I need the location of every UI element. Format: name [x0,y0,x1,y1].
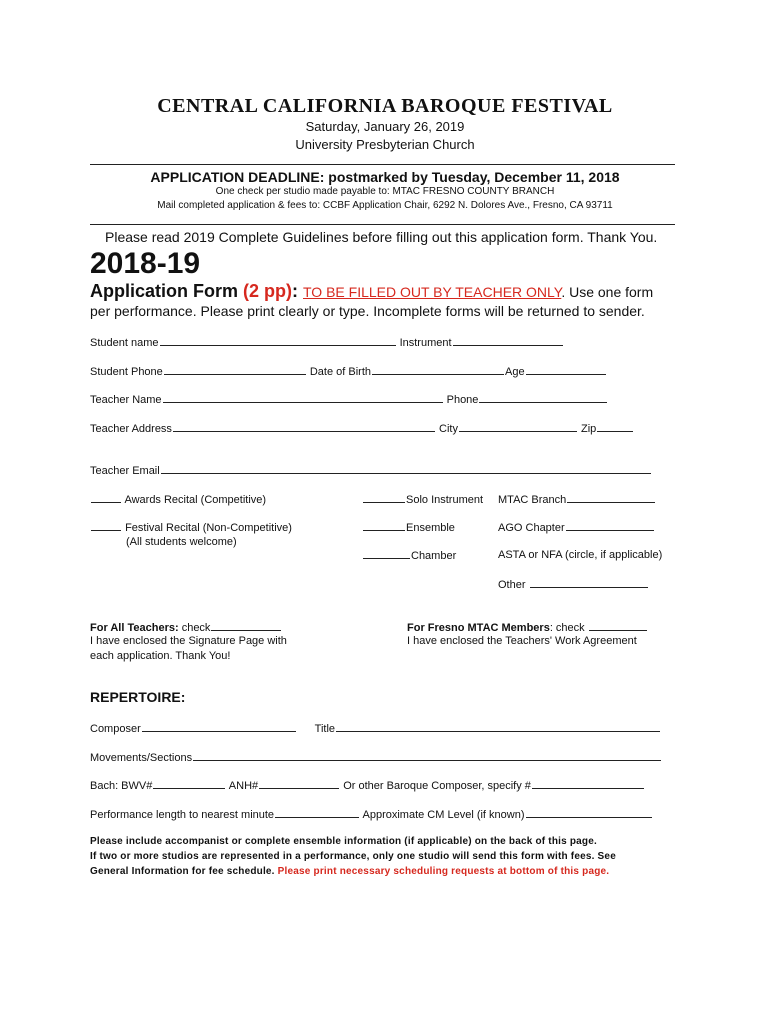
length-row [90,808,653,821]
student-name-field[interactable] [160,336,396,346]
solo-label: Solo Instrument [406,494,484,506]
solo-blank[interactable] [363,493,405,503]
signature-page-text: I have enclosed the Signature Page with [90,635,287,647]
solo-option [362,493,483,506]
thank-you-text: each application. Thank You! [90,650,231,662]
composer-title-row [90,722,661,735]
instrument-field[interactable] [453,336,563,346]
divider-bottom [90,224,675,225]
dob-label: Date of Birth [309,366,371,378]
mtac-branch-option [498,493,656,506]
bwv-label: Bach: BWV# [90,780,153,792]
student-phone-field[interactable] [164,365,306,375]
chamber-label: Chamber [411,550,457,562]
phone-field[interactable] [479,393,607,403]
studios-note: If two or more studios are represented in a performance, only one studio will send this form with fees. See [90,851,616,862]
other-field[interactable] [530,578,648,588]
fee-schedule-note [90,866,609,877]
ensemble-blank[interactable] [363,521,405,531]
age-label: Age [505,366,525,378]
form-heading [90,281,653,302]
divider-top [90,164,675,165]
title-label: Title [314,723,336,735]
teacher-email-field[interactable] [161,464,651,474]
composer-field[interactable] [142,722,296,732]
bwv-field[interactable] [153,779,225,789]
student-phone-label: Student Phone [90,366,163,378]
mtac-branch-field[interactable] [567,493,655,503]
awards-recital-label: Awards Recital (Competitive) [124,494,267,506]
length-field[interactable] [275,808,359,818]
festival-recital-option [90,521,292,534]
page-count: (2 pp) [243,281,292,301]
festival-recital-blank[interactable] [91,521,121,531]
instrument-label: Instrument [399,337,452,349]
movements-field[interactable] [193,751,661,761]
chamber-blank[interactable] [363,549,410,559]
fresno-mtac-label: For Fresno MTAC Members [407,622,550,634]
asta-nfa-option[interactable]: ASTA or NFA (circle, if applicable) [498,549,663,561]
other-label: Other [498,579,529,591]
other-composer-label: Or other Baroque Composer, specify # [340,780,531,792]
form-year: 2018-19 [90,247,201,280]
mtac-branch-label: MTAC Branch [498,494,567,506]
ago-chapter-label: AGO Chapter [498,522,565,534]
student-name-label: Student name [90,337,159,349]
festival-recital-label: Festival Recital (Non-Competitive) [125,522,292,534]
awards-recital-option [90,493,266,506]
mailing-address-note: Mail completed application & fees to: CCBF Application Chair, 6292 N. Dolores Ave., Fresno, CA 93711 [157,200,613,211]
scheduling-requests-text: Please print necessary scheduling requests at bottom of this page. [277,866,610,877]
application-deadline: APPLICATION DEADLINE: postmarked by Tuesday, December 11, 2018 [150,169,620,185]
teacher-name-field[interactable] [163,393,443,403]
zip-field[interactable] [597,422,633,432]
ago-chapter-option [498,521,655,534]
form-instructions: per performance. Please print clearly or type. Incomplete forms will be returned to sender. [90,303,645,319]
cm-level-label: Approximate CM Level (if known) [360,809,525,821]
length-label: Performance length to nearest minute [90,809,275,821]
other-composer-field[interactable] [532,779,644,789]
cm-level-field[interactable] [526,808,652,818]
teacher-name-row [90,393,608,406]
ensemble-option [362,521,455,534]
guidelines-notice: Please read 2019 Complete Guidelines before filling out this application form. Thank You. [105,229,658,245]
repertoire-heading: REPERTOIRE: [90,689,186,705]
all-teachers-check-field[interactable] [211,621,281,631]
all-teachers-check [90,621,282,634]
work-agreement-text: I have enclosed the Teachers' Work Agreement [407,635,637,647]
general-info-text: General Information for fee schedule. [90,866,278,877]
all-students-welcome: (All students welcome) [126,536,237,548]
title-field[interactable] [336,722,660,732]
city-field[interactable] [459,422,577,432]
fresno-check-field[interactable] [589,621,647,631]
student-phone-row [90,365,607,378]
phone-label: Phone [446,394,479,406]
movements-row [90,751,662,764]
teacher-email-label: Teacher Email [90,465,160,477]
all-teachers-check-label: check [178,622,211,634]
anh-field[interactable] [259,779,339,789]
chamber-option [362,549,456,562]
city-label: City [439,423,458,435]
zip-label: Zip [581,423,597,435]
accompanist-note: Please include accompanist or complete ensemble information (if applicable) on the back of this page. [90,836,597,847]
teacher-address-row [90,422,634,435]
anh-label: ANH# [226,780,259,792]
teacher-name-label: Teacher Name [90,394,162,406]
event-date: Saturday, January 26, 2019 [305,119,465,134]
all-teachers-label: For All Teachers: [90,622,179,634]
age-field[interactable] [526,365,606,375]
composer-label: Composer [90,723,141,735]
ensemble-label: Ensemble [406,522,455,534]
fresno-mtac-check [407,621,648,634]
movements-label: Movements/Sections [90,752,193,764]
event-venue: University Presbyterian Church [295,137,475,152]
student-info-row [90,336,564,349]
form-title: Application Form [90,281,243,301]
awards-recital-blank[interactable] [91,493,121,503]
dob-field[interactable] [372,365,504,375]
fresno-check-label: : check [549,622,588,634]
teacher-address-label: Teacher Address [90,423,172,435]
festival-title: CENTRAL CALIFORNIA BAROQUE FESTIVAL [157,95,613,117]
ago-chapter-field[interactable] [566,521,654,531]
other-option [498,578,649,591]
teacher-address-field[interactable] [173,422,435,432]
teacher-only-notice: TO BE FILLED OUT BY TEACHER ONLY [303,284,562,300]
bach-row [90,779,645,792]
teacher-email-row [90,464,652,477]
colon: : [292,281,303,301]
one-form-text: . Use one form [561,284,654,300]
check-payable-note: One check per studio made payable to: MTAC FRESNO COUNTY BRANCH [215,186,555,197]
